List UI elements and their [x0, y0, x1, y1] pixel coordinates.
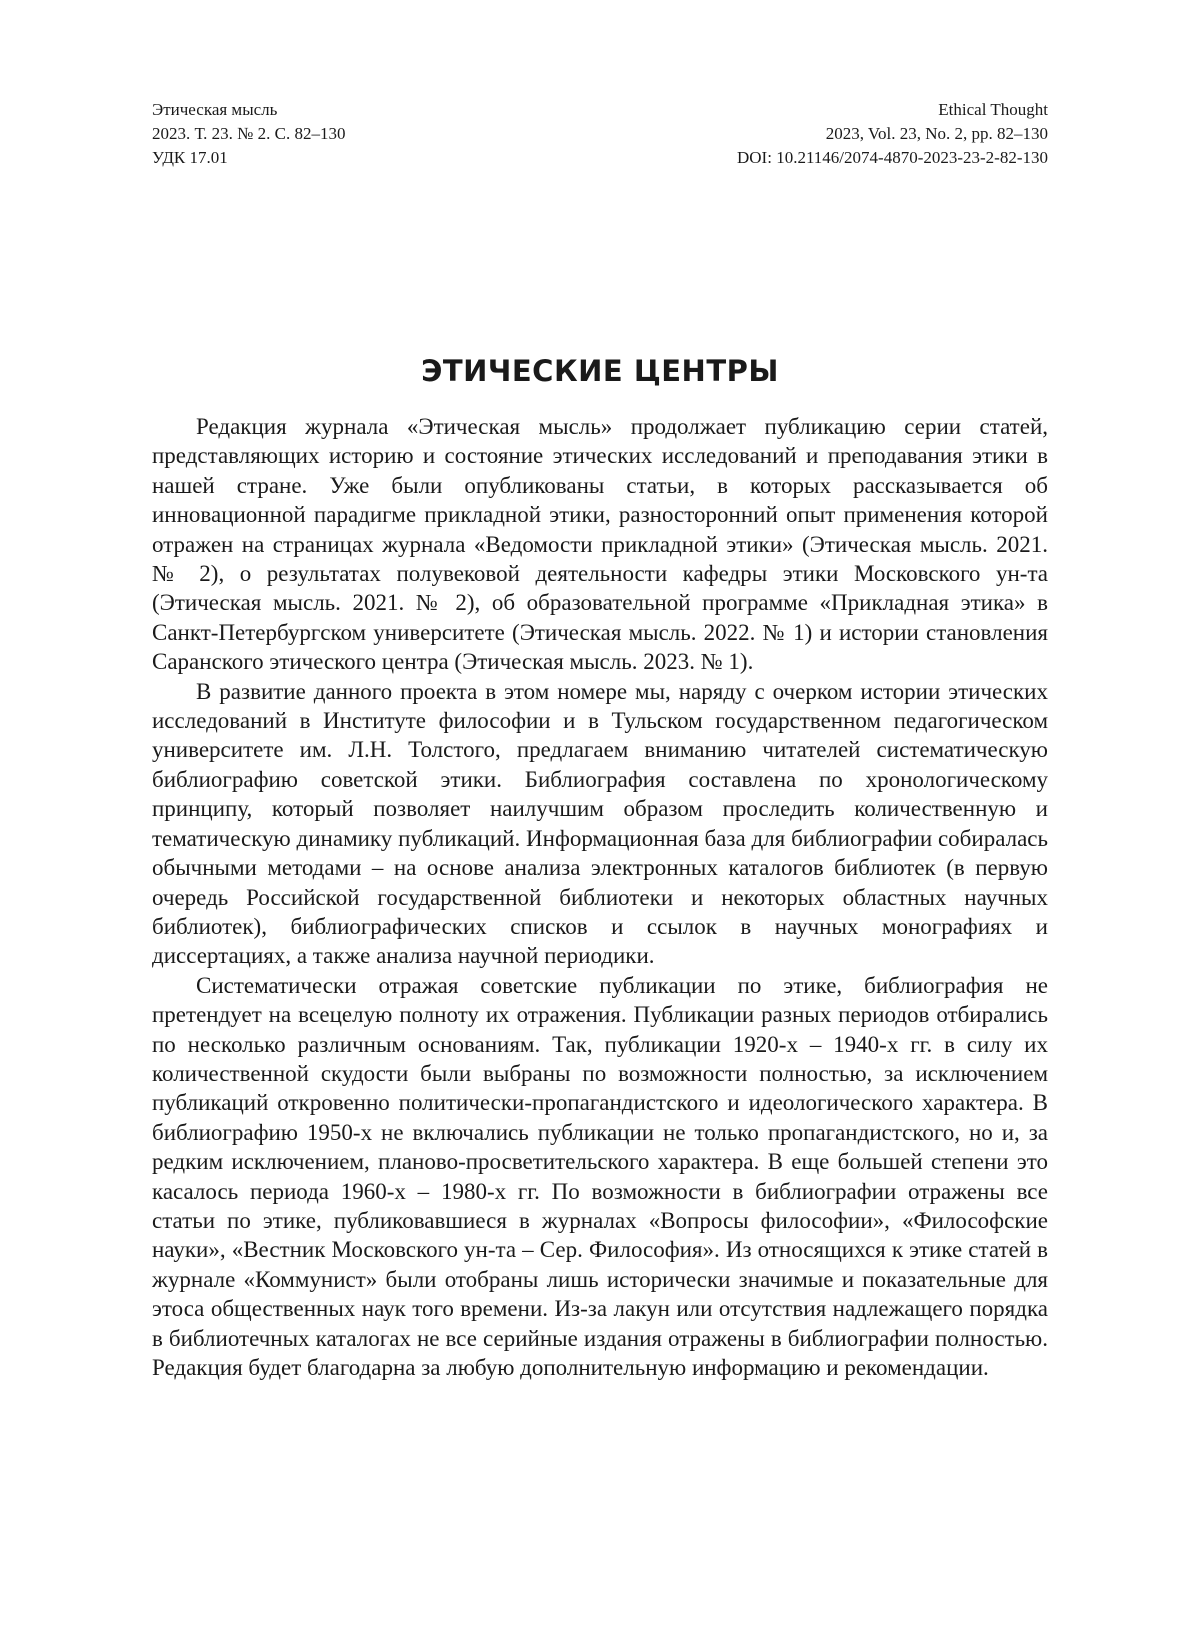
header-right — [737, 98, 1048, 170]
journal-name-ru: Этическая мысль — [152, 100, 278, 119]
udc-code: УДК 17.01 — [152, 148, 228, 167]
journal-page — [152, 98, 1048, 1382]
paragraph-3: Систематически отражая советские публикации по этике, библиография не претендует на всецелую полноту их отражения. Публикации разных периодов отбирались по несколько различным основаниям. Так, публикации 1920-х – 1940-х гг. в силу их количественной скудости были выбраны по возможности полностью, за исключением публикаций откровенно политически-пропагандистского и идеологического характера. В библиографию 1950-х не включались публикации не только пропагандистского, но и, за редким исключением, планово-просветительского характера. В еще большей степени это касалось периода 1960-х – 1980-х гг. По возможности в библиографии отражены все статьи по этике, публиковавшиеся в журналах «Вопросы философии», «Философские науки», «Вестник Московского ун-та – Сер. Философия». Из относящихся к этике статей в журнале «Коммунист» были отобраны лишь исторически значимые и показательные для этоса общественных наук того времени. Из-за лакун или отсутствия надлежащего порядка в библиотечных каталогах не все серийные издания отражены в библиографии полностью. Редакция будет благодарна за любую дополнительную информацию и рекомендации. — [152, 972, 1048, 1380]
header-left — [152, 98, 346, 170]
issue-info-ru: 2023. Т. 23. № 2. С. 82–130 — [152, 124, 346, 143]
journal-name-en: Ethical Thought — [938, 100, 1048, 119]
article-body — [152, 412, 1048, 1382]
paragraph-2: В развитие данного проекта в этом номере мы, наряду с очерком истории этических исследований в Институте философии и в Тульском государственном педагогическом университете им. Л.Н. Толстого, предлагаем вниманию читателей систематическую библиографию советской этики. Библиография составлена по хронологическому принципу, который позволяет наилучшим образом проследить количественную и тематическую динамику публикаций. Информационная база для библиографии собиралась обычными методами – на основе анализа электронных каталогов библиотек (в первую очередь Российской государственной библиотеки и некоторых областных научных библиотек), библиографических списков и ссылок в научных монографиях и диссертациях, а также анализа научной периодики. — [152, 678, 1048, 969]
paragraph-1: Редакция журнала «Этическая мысль» продолжает публикацию серии статей, представляющих историю и состояние этических исследований и преподавания этики в нашей стране. Уже были опубликованы статьи, в которых рассказывается об инновационной парадигме прикладной этики, разносторонний опыт применения которой отражен на страницах журнала «Ведомости прикладной этики» (Этическая мысль. 2021. № 2), о результатах полувековой деятельности кафедры этики Московского ун-та (Этическая мысль. 2021. № 2), об образовательной программе «Прикладная этика» в Санкт-Петербургском университете (Этическая мысль. 2022. № 1) и истории становления Саранского этического центра (Этическая мысль. 2023. № 1). — [152, 414, 1048, 675]
article-title: ЭТИЧЕСКИЕ ЦЕНТРЫ — [421, 354, 779, 388]
running-header — [152, 98, 1048, 170]
doi: DOI: 10.21146/2074-4870-2023-23-2-82-130 — [737, 148, 1048, 167]
issue-info-en: 2023, Vol. 23, No. 2, pp. 82–130 — [825, 124, 1048, 143]
